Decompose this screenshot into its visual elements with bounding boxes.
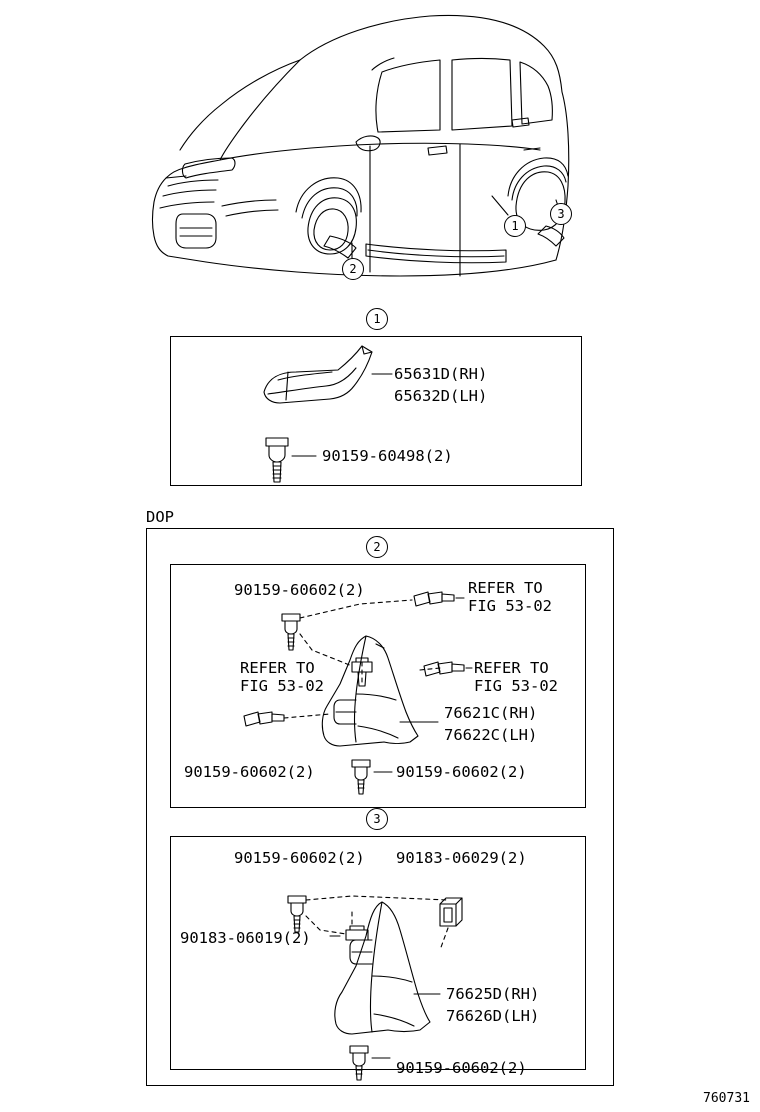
fig-53-02-left: FIG 53-02 bbox=[240, 677, 324, 695]
part-76626D: 76626D(LH) bbox=[446, 1007, 540, 1025]
fig-53-02-top: FIG 53-02 bbox=[468, 597, 552, 615]
part-90159-60498: 90159-60498(2) bbox=[322, 447, 453, 465]
part-76621C: 76621C(RH) bbox=[444, 704, 538, 722]
part-90159-60602-top: 90159-60602(2) bbox=[234, 581, 365, 599]
part-90159-60602-lowerleft: 90159-60602(2) bbox=[184, 763, 315, 781]
diagram-footer-code: 760731 bbox=[703, 1091, 750, 1106]
panel-three-box bbox=[170, 836, 586, 1070]
part-90159-60602-p3-bottom: 90159-60602(2) bbox=[396, 1059, 527, 1077]
vehicle-callout-2[interactable]: 2 bbox=[342, 258, 364, 280]
refer-to-right: REFER TO bbox=[474, 659, 549, 677]
dop-label: DOP bbox=[146, 508, 174, 526]
vehicle-callout-1[interactable]: 1 bbox=[504, 215, 526, 237]
part-76625D: 76625D(RH) bbox=[446, 985, 540, 1003]
part-90159-60602-lowerright: 90159-60602(2) bbox=[396, 763, 527, 781]
vehicle-leader-lines bbox=[352, 196, 558, 258]
panel-two-header-callout: 2 bbox=[366, 536, 388, 558]
vehicle-callout-3[interactable]: 3 bbox=[550, 203, 572, 225]
part-90183-06019: 90183-06019(2) bbox=[180, 929, 311, 947]
panel-three-header-callout: 3 bbox=[366, 808, 388, 830]
fig-53-02-right: FIG 53-02 bbox=[474, 677, 558, 695]
part-76622C: 76622C(LH) bbox=[444, 726, 538, 744]
part-90159-60602-p3-top: 90159-60602(2) bbox=[234, 849, 365, 867]
panel-one-header-callout: 1 bbox=[366, 308, 388, 330]
vehicle-illustration bbox=[153, 15, 569, 276]
part-65631D: 65631D(RH) bbox=[394, 365, 488, 383]
refer-to-top: REFER TO bbox=[468, 579, 543, 597]
refer-to-left: REFER TO bbox=[240, 659, 315, 677]
part-65632D: 65632D(LH) bbox=[394, 387, 488, 405]
part-90183-06029: 90183-06029(2) bbox=[396, 849, 527, 867]
